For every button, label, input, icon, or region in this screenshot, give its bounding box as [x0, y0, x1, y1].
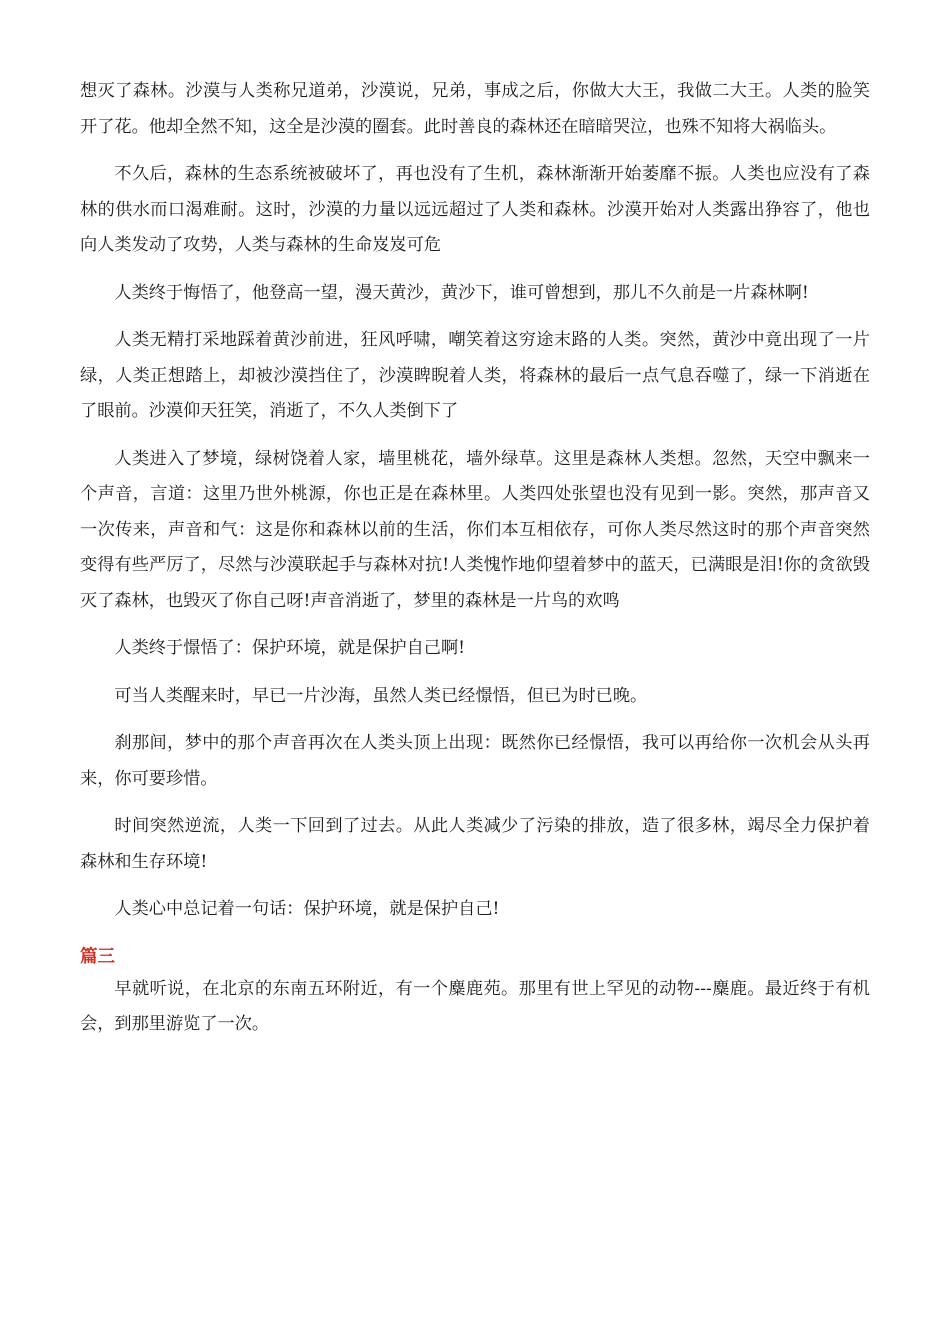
paragraph-6: 人类终于憬悟了：保护环境，就是保护自己啊! — [114, 638, 466, 658]
paragraph-8: 刹那间，梦中的那个声音再次在人类头顶上出现：既然你已经憬悟，我可以再给你一次机会从头再来，你可要珍惜。 — [80, 733, 870, 789]
section-paragraph-1: 早就听说，在北京的东南五环附近，有一个麋鹿苑。那里有世上罕见的动物---麋鹿。最近终于有机会，到那里游览了一次。 — [80, 978, 870, 1034]
paragraph-2: 不久后，森林的生态系统被破坏了，再也没有了生机，森林渐渐开始萎靡不振。人类也应没有了森林的供水而口渴难耐。这时，沙漠的力量以远远超过了人类和森林。沙漠开始对人类露出狰容了，他也向人类发动了攻势，人类与森林的生命岌岌可危 — [80, 164, 870, 255]
paragraph-10: 人类心中总记着一句话：保护环境，就是保护自己! — [114, 899, 500, 919]
paragraph-1: 想灭了森林。沙漠与人类称兄道弟，沙漠说，兄弟，事成之后，你做大大王，我做二大王。人类的脸笑开了花。他却全然不知，这全是沙漠的圈套。此时善良的森林还在暗暗哭泣，也殊不知将大祸临头。 — [80, 81, 870, 137]
paragraph-5: 人类进入了梦境，绿树饶着人家，墙里桃花，墙外绿草。这里是森林人类想。忽然，天空中飘来一个声音，言道：这里乃世外桃源，你也正是在森林里。人类四处张望也没有见到一影。突然，那声音又一次传来，声音和气：这是你和森林以前的生活，你们本互相依存，可你人类尽然这时的那个声音突然变得有些严厉了，尽然与沙漠联起手与森林对抗!人类愧怍地仰望着梦中的蓝天，已满眼是泪!你的贪欲毁灭了森林，也毁灭了你自己呀!声音消逝了，梦里的森林是一片鸟的欢鸣 — [80, 448, 870, 611]
paragraph-9: 时间突然逆流，人类一下回到了过去。从此人类减少了污染的排放，造了很多林，竭尽全力保护着森林和生存环境! — [80, 816, 870, 872]
section-title: 篇三 — [80, 946, 115, 967]
document-page — [80, 74, 870, 1043]
paragraph-4: 人类无精打采地踩着黄沙前进，狂风呼啸，嘲笑着这穷途末路的人类。突然，黄沙中竟出现了一片绿，人类正想踏上，却被沙漠挡住了，沙漠睥睨着人类，将森林的最后一点气息吞噬了，绿一下消逝在了眼前。沙漠仰天狂笑，消逝了，不久人类倒下了 — [80, 330, 870, 421]
paragraph-3: 人类终于悔悟了，他登高一望，漫天黄沙，黄沙下，谁可曾想到，那儿不久前是一片森林啊! — [114, 282, 809, 303]
paragraph-7: 可当人类醒来时，早已一片沙海，虽然人类已经憬悟，但已为时已晚。 — [114, 685, 648, 706]
